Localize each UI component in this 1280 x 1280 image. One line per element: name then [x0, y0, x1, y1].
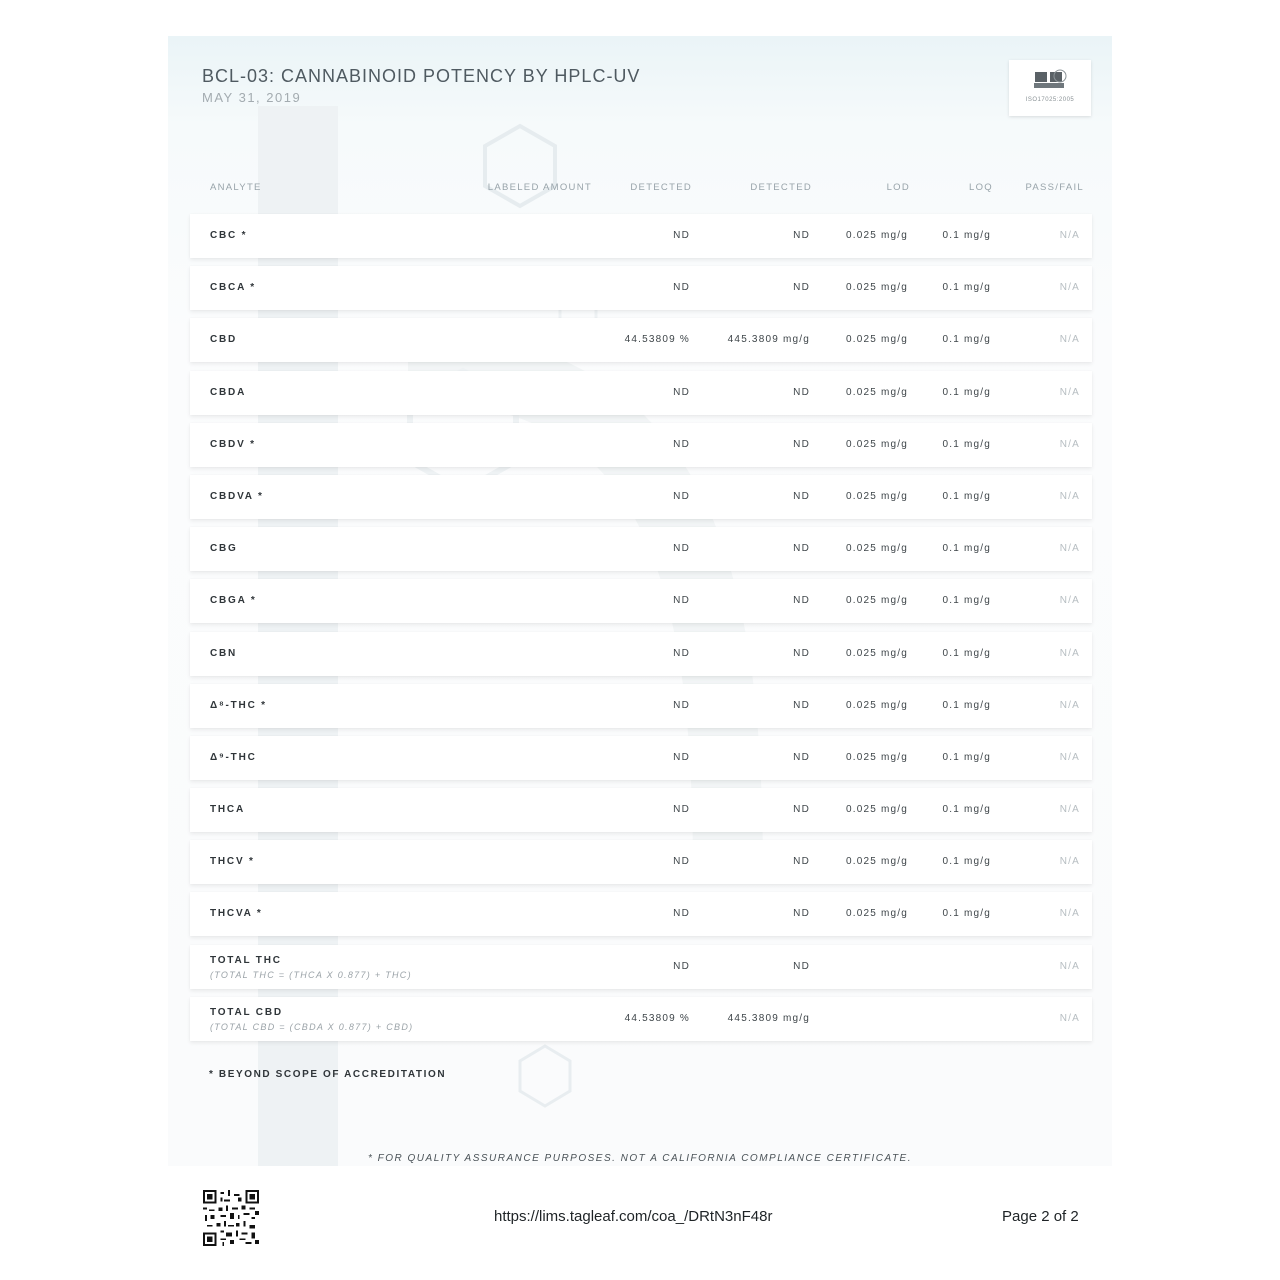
pass-fail: N/A — [1059, 804, 1080, 816]
analyte-name: CBD — [210, 334, 238, 346]
detected-mg: ND — [793, 230, 810, 241]
detected-pct: ND — [673, 856, 690, 868]
detected-pct: ND — [673, 960, 690, 972]
lod-value: 0.025 mg/g — [845, 438, 908, 450]
detected-mg: ND — [793, 856, 810, 868]
pass-fail: N/A — [1059, 647, 1080, 659]
detected-mg: ND — [793, 751, 810, 763]
loq-value: 0.1 mg/g — [942, 804, 991, 816]
lod-value: 0.025 mg/g — [845, 490, 908, 502]
lod-value: 0.025 mg/g — [845, 699, 908, 711]
loq-value: 0.1 mg/g — [942, 282, 991, 294]
detected-mg: ND — [793, 960, 810, 972]
accreditation-footnote: * BEYOND SCOPE OF ACCREDITATION — [209, 1069, 447, 1080]
results-table — [190, 214, 1092, 1049]
table-row — [190, 423, 1092, 467]
loq-value: 0.1 mg/g — [942, 438, 991, 450]
detected-pct: 44.53809 % — [624, 1012, 690, 1024]
analyte-name: THCA — [210, 804, 245, 816]
detected-mg: ND — [793, 543, 810, 555]
lod-value: 0.025 mg/g — [845, 804, 908, 816]
detected-pct: ND — [673, 699, 690, 711]
detected-pct: ND — [673, 543, 690, 555]
detected-pct: ND — [673, 282, 690, 294]
table-row — [190, 266, 1092, 310]
accreditation-logo-icon — [1033, 68, 1067, 90]
loq-value: 0.1 mg/g — [942, 334, 991, 346]
detected-mg: ND — [793, 647, 810, 659]
pass-fail: N/A — [1059, 282, 1080, 294]
lod-value: 0.025 mg/g — [845, 282, 908, 294]
table-row — [190, 788, 1092, 832]
pass-fail: N/A — [1059, 334, 1080, 346]
detected-mg: ND — [793, 490, 810, 502]
table-row — [190, 527, 1092, 571]
table-row — [190, 840, 1092, 884]
coa-link[interactable]: https://lims.tagleaf.com/coa_/DRtN3nF48r — [494, 1208, 773, 1225]
detected-mg: 445.3809 mg/g — [727, 1012, 810, 1024]
detected-pct: ND — [673, 595, 690, 607]
detected-pct: ND — [673, 438, 690, 450]
qr-code-icon[interactable] — [203, 1190, 259, 1246]
pass-fail: N/A — [1059, 751, 1080, 763]
pass-fail: N/A — [1059, 490, 1080, 502]
loq-value: 0.1 mg/g — [942, 699, 991, 711]
pass-fail: N/A — [1059, 386, 1080, 398]
pass-fail: N/A — [1059, 908, 1080, 920]
detected-mg: ND — [793, 595, 810, 607]
analyte-name — [210, 997, 413, 1041]
report-title: BCL-03: CANNABINOID POTENCY BY HPLC-UV — [202, 66, 641, 86]
lod-value: 0.025 mg/g — [845, 647, 908, 659]
col-pass-fail: PASS/FAIL — [1025, 182, 1084, 193]
col-lod: LOD — [886, 182, 910, 193]
total-formula: (TOTAL THC = (THCA X 0.877) + THC) — [210, 969, 412, 980]
analyte-name: CBDA — [210, 386, 247, 398]
report-date: MAY 31, 2019 — [202, 90, 302, 105]
table-row — [190, 684, 1092, 728]
lod-value: 0.025 mg/g — [845, 543, 908, 555]
col-analyte: ANALYTE — [210, 182, 262, 193]
total-formula: (TOTAL CBD = (CBDA X 0.877) + CBD) — [210, 1021, 414, 1032]
detected-mg: ND — [793, 908, 810, 920]
detected-pct: 44.53809 % — [624, 334, 690, 346]
lod-value: 0.025 mg/g — [845, 230, 908, 241]
detected-mg: ND — [793, 282, 810, 294]
col-detected-mg: DETECTED — [750, 182, 812, 193]
detected-pct: ND — [673, 386, 690, 398]
analyte-name: Δ⁹-THC — [210, 751, 257, 763]
lod-value: 0.025 mg/g — [845, 334, 908, 346]
lod-value: 0.025 mg/g — [845, 908, 908, 920]
lod-value: 0.025 mg/g — [845, 856, 908, 868]
analyte-name: CBCA * — [210, 282, 256, 294]
loq-value: 0.1 mg/g — [942, 230, 991, 241]
detected-pct: ND — [673, 647, 690, 659]
analyte-name: CBGA * — [210, 595, 257, 607]
analyte-name — [210, 945, 412, 989]
col-labeled-amount: LABELED AMOUNT — [487, 182, 592, 193]
total-label: TOTAL THC — [210, 954, 282, 966]
analyte-name: Δ⁸-THC * — [210, 699, 267, 711]
analyte-name: THCVA * — [210, 908, 263, 920]
table-row — [190, 371, 1092, 415]
table-row — [190, 632, 1092, 676]
analyte-name: THCV * — [210, 856, 255, 868]
accreditation-badge — [1009, 60, 1091, 116]
lod-value: 0.025 mg/g — [845, 386, 908, 398]
badge-label: ISO17025:2005 — [1025, 97, 1075, 103]
table-row — [190, 579, 1092, 623]
detected-mg: 445.3809 mg/g — [727, 334, 810, 346]
pass-fail: N/A — [1059, 438, 1080, 450]
loq-value: 0.1 mg/g — [942, 490, 991, 502]
pass-fail: N/A — [1059, 543, 1080, 555]
report-sheet — [168, 36, 1112, 1166]
pass-fail: N/A — [1059, 699, 1080, 711]
table-row — [190, 475, 1092, 519]
page-number: Page 2 of 2 — [1002, 1208, 1079, 1225]
detected-pct: ND — [673, 230, 690, 241]
table-row — [190, 736, 1092, 780]
detected-pct: ND — [673, 908, 690, 920]
analyte-name: CBN — [210, 647, 238, 659]
loq-value: 0.1 mg/g — [942, 647, 991, 659]
analyte-name: CBC * — [210, 230, 248, 241]
detected-mg: ND — [793, 699, 810, 711]
loq-value: 0.1 mg/g — [942, 386, 991, 398]
loq-value: 0.1 mg/g — [942, 856, 991, 868]
table-row — [190, 214, 1092, 258]
detected-mg: ND — [793, 804, 810, 816]
pass-fail: N/A — [1059, 230, 1080, 241]
loq-value: 0.1 mg/g — [942, 595, 991, 607]
pass-fail: N/A — [1059, 960, 1080, 972]
table-row-total-cbd — [190, 997, 1092, 1041]
detected-pct: ND — [673, 804, 690, 816]
loq-value: 0.1 mg/g — [942, 751, 991, 763]
analyte-name: CBDVA * — [210, 490, 264, 502]
table-row-total-thc — [190, 945, 1092, 989]
table-row — [190, 318, 1092, 362]
lod-value: 0.025 mg/g — [845, 595, 908, 607]
detected-pct: ND — [673, 751, 690, 763]
loq-value: 0.1 mg/g — [942, 543, 991, 555]
qa-disclaimer: * FOR QUALITY ASSURANCE PURPOSES. NOT A CALIFORNIA COMPLIANCE CERTIFICATE. — [367, 1153, 913, 1164]
detected-mg: ND — [793, 386, 810, 398]
col-loq: LOQ — [969, 182, 993, 193]
detected-pct: ND — [673, 490, 690, 502]
analyte-name: CBDV * — [210, 438, 256, 450]
pass-fail: N/A — [1059, 1012, 1080, 1024]
loq-value: 0.1 mg/g — [942, 908, 991, 920]
detected-mg: ND — [793, 438, 810, 450]
lod-value: 0.025 mg/g — [845, 751, 908, 763]
pass-fail: N/A — [1059, 856, 1080, 868]
table-header — [190, 182, 1092, 198]
total-label: TOTAL CBD — [210, 1006, 283, 1018]
analyte-name: CBG — [210, 543, 238, 555]
col-detected-pct: DETECTED — [630, 182, 692, 193]
pass-fail: N/A — [1059, 595, 1080, 607]
table-row — [190, 892, 1092, 936]
